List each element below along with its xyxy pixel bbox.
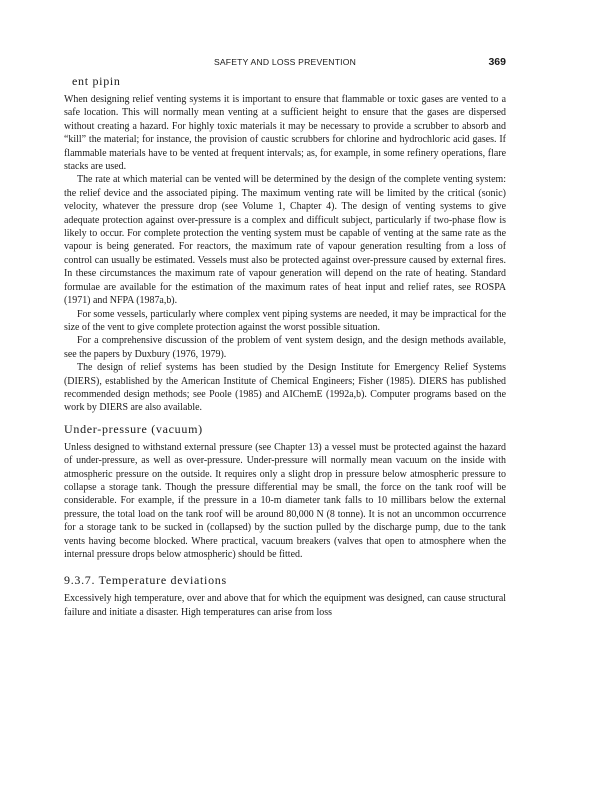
paragraph: The rate at which material can be vented will be determined by the design of the complete venting system: the relief device and the associated piping. The maximum venting rate will be limited by the critical (sonic) velocity, whatever the pressure drop (see Volume 1, Chapter 4). The design of venting systems to give adequate protection against over-pressure is a complex and difficult subject, particularly if two-phase flow is likely to occur. For complete protection the venting system must be capable of venting at the same rate as the vapour is being generated. For reactors, the maximum rate of vapour generation resulting from a loss of control can usually be estimated. Vessels must also be protected against over-pressure caused by external fires. In these circumstances the maximum rate of vapour generation will depend on the rate of heating. Standard formulae are available for the estimation of the maximum rates of heat input and relief rates, see ROSPA (1971) and NFPA (1987a,b). [64,174,506,307]
page-header [64,56,506,70]
running-head: SAFETY AND LOSS PREVENTION [213,57,357,67]
section-heading-vent-piping: ent pipin [72,74,121,88]
paragraph: For some vessels, particularly where complex vent piping systems are needed, it may be impractical for the size of the vent to give complete protection against the worst possible situation. [64,308,506,333]
paragraph: For a comprehensive discussion of the problem of vent system design, and the design methods available, see the papers by Duxbury (1976, 1979). [64,335,506,360]
page-body [64,74,506,619]
paragraph: Excessively high temperature, over and above that for which the equipment was designed, can cause structural failure and initiate a disaster. High temperatures can arise from loss [64,593,506,618]
paragraph: The design of relief systems has been studied by the Design Institute for Emergency Relief Systems (DIERS), established by the American Institute of Chemical Engineers; Fisher (1985). DIERS has published recommended design methods; see Poole (1985) and AIChemE (1992a,b). Computer programs based on the work by DIERS are also available. [64,362,506,414]
spacer [64,561,506,573]
section-heading-temperature-deviations: 9.3.7. Temperature deviations [64,573,227,588]
spacer [64,415,506,422]
paragraph: When designing relief venting systems it is important to ensure that flammable or toxic gases are vented to a safe location. This will normally mean venting at a sufficient height to ensure that the gases are dispersed without creating a hazard. For highly toxic materials it may be necessary to provide a scrubber to absorb and “kill” the material; for instance, the provision of caustic scrubbers for chlorine and hydrochloric acid gases. If flammable materials have to be vented at frequent intervals; as, for example, in some refinery operations, flare stacks are used. [64,94,506,173]
page-number: 369 [488,56,506,68]
paragraph: Unless designed to withstand external pressure (see Chapter 13) a vessel must be protected against the hazard of under-pressure, as well as over-pressure. Under-pressure will normally mean vacuum on the inside with atmospheric pressure on the outside. It requires only a slight drop in pressure below atmospheric pressure to collapse a storage tank. Though the pressure differential may be small, the force on the tank roof will be considerable. For example, if the pressure in a 10-m diameter tank falls to 10 millibars below the external pressure, the total load on the tank roof will be around 80,000 N (8 tonne). It is not an uncommon occurrence for a storage tank to be sucked in (collapsed) by the suction pulled by the discharge pump, due to the tank vents having become blocked. Where practical, vacuum breakers (valves that open to atmosphere when the internal pressure drops below atmospheric) should be fitted. [64,441,506,560]
section-heading-under-pressure: Under-pressure (vacuum) [64,421,203,436]
